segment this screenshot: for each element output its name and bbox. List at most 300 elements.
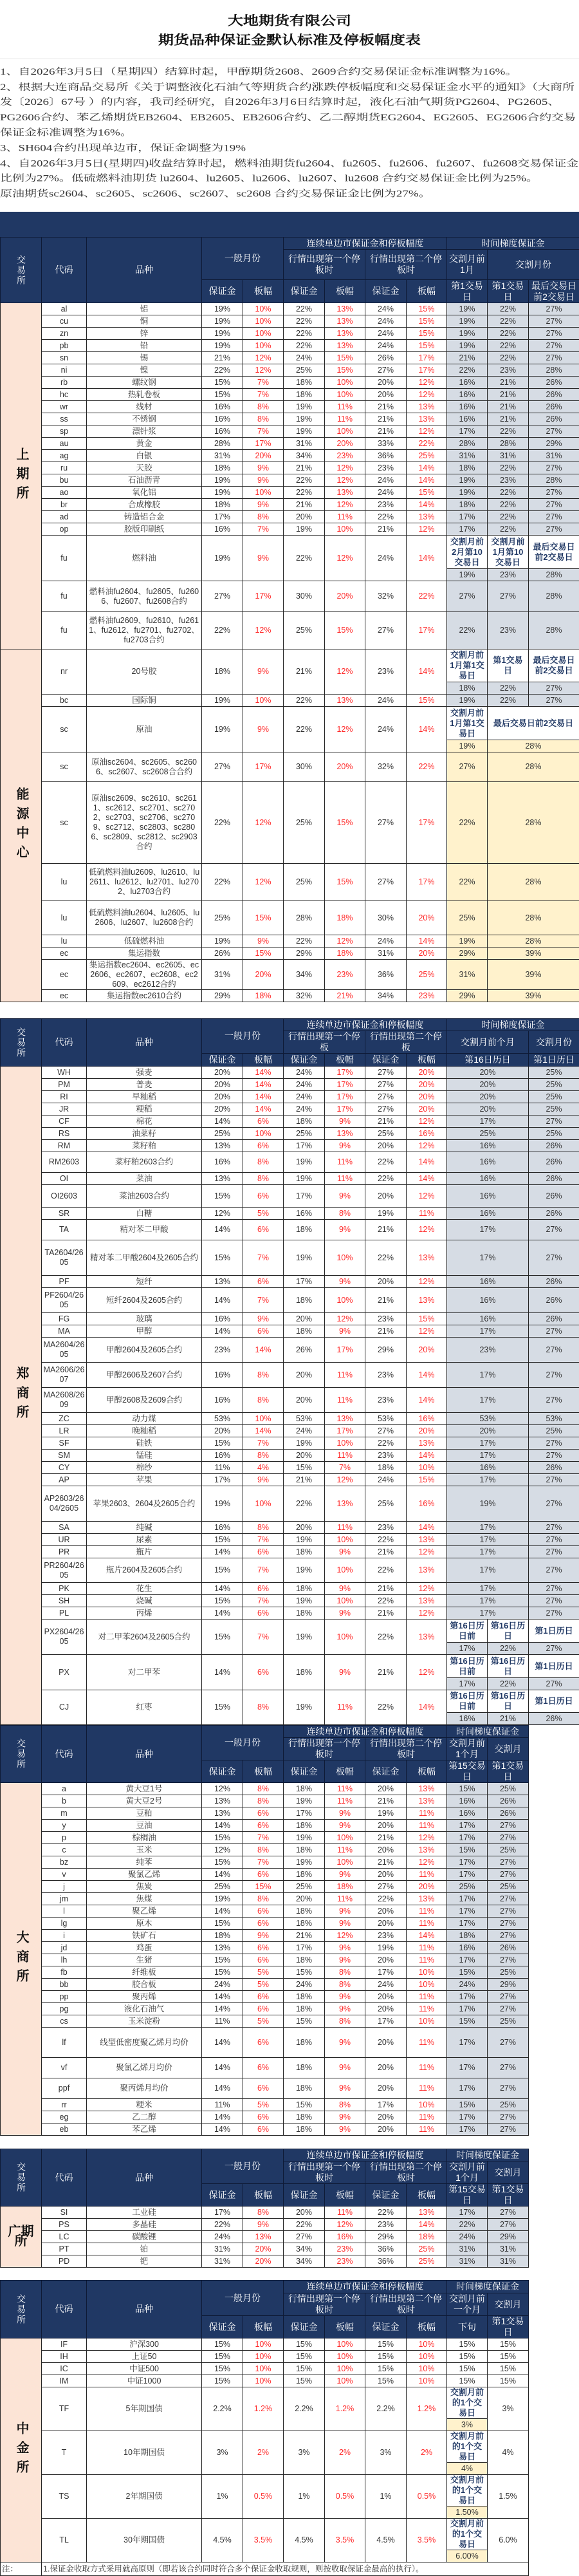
table-row <box>1 1220 579 1240</box>
product-name: 玻璃 <box>87 1313 202 1325</box>
first-limit-range: 23% <box>325 450 365 462</box>
first-limit-margin: 19% <box>284 1152 325 1173</box>
second-limit-margin: 23% <box>365 1313 407 1325</box>
general-margin: 17% <box>202 511 243 523</box>
product-code: OI <box>42 1173 87 1185</box>
first-limit-margin: 15% <box>284 1966 325 1979</box>
general-margin: 13% <box>202 1140 243 1152</box>
general-margin: 20% <box>202 1091 243 1103</box>
product-name: 中证1000 <box>87 2375 202 2387</box>
time-margin-value: 21% <box>447 352 488 364</box>
second-limit-margin: 21% <box>365 1607 407 1619</box>
general-limit: 10% <box>243 487 284 499</box>
table-row <box>1 1832 529 1844</box>
table-row <box>1 377 579 389</box>
second-limit-margin: 31% <box>365 947 407 960</box>
second-limit-margin: 15% <box>365 2338 407 2351</box>
second-limit-range: 14% <box>407 935 447 947</box>
second-limit-range: 13% <box>407 1595 447 1607</box>
first-limit-margin: 2.2% <box>284 2387 325 2431</box>
general-margin: 12% <box>202 1208 243 1220</box>
column-header: 第1日历日 <box>529 1054 579 1067</box>
general-limit: 6% <box>243 1546 284 1558</box>
second-limit-range: 20% <box>407 1079 447 1091</box>
table-row <box>1 1173 579 1185</box>
time-margin-value: 17% <box>447 2123 488 2136</box>
first-limit-range: 9% <box>325 1655 365 1690</box>
general-margin: 15% <box>202 1437 243 1450</box>
time-margin-value: 16% <box>447 1713 488 1725</box>
time-margin-value: 29% <box>447 990 488 1002</box>
product-code: LC <box>42 2231 87 2243</box>
time-margin-value: 17% <box>447 2028 488 2058</box>
second-limit-margin: 25% <box>365 1486 407 1522</box>
first-limit-margin: 34% <box>284 2255 325 2268</box>
table-row <box>1 1783 529 1795</box>
second-limit-range: 15% <box>407 1313 447 1325</box>
second-limit-range: 11% <box>407 2111 447 2123</box>
second-limit-range: 14% <box>407 1450 447 1462</box>
product-code: p <box>42 1832 87 1844</box>
product-code: PS <box>42 2219 87 2231</box>
time-margin-value: 19% <box>447 315 488 328</box>
product-code: SI <box>42 2207 87 2219</box>
table-row <box>1 1115 579 1128</box>
product-name: 棉花 <box>87 1115 202 1128</box>
product-name: 棉纱 <box>87 1462 202 1474</box>
time-margin-value: 19% <box>447 487 488 499</box>
product-name: 精对苯二甲酸2604及2605合约 <box>87 1240 202 1276</box>
time-margin-value: 16% <box>447 1173 529 1185</box>
exchange-label: 中金所 <box>16 2422 26 2479</box>
notice-2: 2、根据大连商品交易所《关于调整液化石油气等期货合约涨跌停板幅度和交易保证金水平的通知》（大商所发〔2026〕67号 ）的内容，我司经研究，自2026年3月6日结算时起，液化石油气期货PG2604、PG2605、PG2606合约、苯乙烯期货EB2604、EB2605、EB2606合约、乙二醇期货EG2604、EG2605、EG2606合约交易保证金标准调整为16%。 <box>0 80 579 141</box>
time-margin-value: 22% <box>488 462 529 474</box>
first-limit-margin: 22% <box>284 340 325 352</box>
first-limit-range: 11% <box>325 511 365 523</box>
table-row <box>1 1079 579 1091</box>
time-margin-value: 6.00% <box>447 2550 488 2562</box>
time-period-label: 交割月前1月第10交易日 <box>488 536 529 569</box>
first-limit-margin: 19% <box>284 523 325 536</box>
first-limit-range: 9% <box>325 2028 365 2058</box>
general-limit: 15% <box>243 1881 284 1893</box>
second-limit-range: 15% <box>407 315 447 328</box>
time-period-label: 交割月前1月第1交易日 <box>447 707 488 740</box>
product-code: FG <box>42 1313 87 1325</box>
general-limit: 6% <box>243 1942 284 1954</box>
general-margin: 19% <box>202 474 243 487</box>
product-name: 镍 <box>87 364 202 377</box>
table-row <box>1 1856 529 1869</box>
first-limit-range: 13% <box>325 1486 365 1522</box>
general-margin: 1% <box>202 2475 243 2519</box>
second-limit-range: 10% <box>407 2338 447 2351</box>
product-code: IC <box>42 2363 87 2375</box>
time-margin-value: 22% <box>488 340 529 352</box>
column-header: 最后交易日前2交易日 <box>529 280 579 303</box>
time-margin-value: 26% <box>529 1462 579 1474</box>
product-name: 合成橡胶 <box>87 499 202 511</box>
column-header: 交割月前1个月 <box>447 1738 488 1760</box>
time-margin-value: 25% <box>488 1844 529 1856</box>
table-row <box>1 1208 579 1220</box>
first-limit-range: 0.5% <box>325 2475 365 2519</box>
product-code: b <box>42 1795 87 1807</box>
second-limit-margin: 22% <box>365 1240 407 1276</box>
general-margin: 19% <box>202 536 243 581</box>
first-limit-range: 17% <box>325 1067 365 1079</box>
table-row <box>1 2219 529 2231</box>
product-name: 聚乙烯 <box>87 1905 202 1918</box>
general-limit: 8% <box>243 2207 284 2219</box>
first-limit-margin: 32% <box>284 990 325 1002</box>
column-header: 保证金 <box>202 2184 243 2207</box>
time-margin-value: 15% <box>447 1783 488 1795</box>
first-limit-range: 12% <box>325 707 365 752</box>
table-row <box>1 1450 579 1462</box>
second-limit-range: 2% <box>407 2431 447 2475</box>
time-margin-value: 28% <box>529 364 579 377</box>
time-margin-value: 19% <box>447 1486 529 1522</box>
product-name: 锌 <box>87 328 202 340</box>
first-limit-range: 12% <box>325 536 365 581</box>
second-limit-margin: 20% <box>365 1918 407 1930</box>
product-code: SH <box>42 1595 87 1607</box>
table-row <box>1 1607 579 1619</box>
general-margin: 14% <box>202 1583 243 1595</box>
product-name: 动力煤 <box>87 1413 202 1425</box>
product-code: CY <box>42 1462 87 1474</box>
table-row <box>1 1942 529 1954</box>
time-margin-value: 31% <box>488 2255 529 2268</box>
time-margin-value: 27% <box>488 2003 529 2015</box>
product-name: 石油沥青 <box>87 474 202 487</box>
time-margin-value: 53% <box>529 1413 579 1425</box>
product-code: lu <box>42 864 87 901</box>
general-limit: 6% <box>243 1954 284 1966</box>
second-limit-margin: 20% <box>365 377 407 389</box>
second-limit-margin: 21% <box>365 1115 407 1128</box>
table-row <box>1 1546 579 1558</box>
time-margin-value: 17% <box>447 1832 488 1844</box>
general-limit: 7% <box>243 389 284 401</box>
column-header: 一般月份 <box>202 1726 284 1760</box>
column-header-label: 交易所 <box>15 1027 26 1058</box>
first-limit-margin: 17% <box>284 1807 325 1820</box>
first-limit-range: 9% <box>325 1991 365 2003</box>
exchange-cell: 广期所 <box>1 2207 42 2268</box>
product-code: br <box>42 499 87 511</box>
general-margin: 16% <box>202 413 243 425</box>
second-limit-range: 11% <box>407 2078 447 2099</box>
time-margin-value: 26% <box>529 389 579 401</box>
product-code: PK <box>42 1583 87 1595</box>
product-name: 豆油 <box>87 1820 202 1832</box>
second-limit-margin: 27% <box>365 782 407 864</box>
time-margin-value: 25% <box>529 1067 579 1079</box>
exchange-label: 郑商所 <box>16 1367 26 1424</box>
time-margin-value: 27% <box>488 1905 529 1918</box>
time-margin-value: 27% <box>488 2058 529 2078</box>
table-row <box>1 864 579 901</box>
second-limit-range: 3.5% <box>407 2519 447 2562</box>
general-margin: 4.5% <box>202 2519 243 2562</box>
table-row <box>1 474 579 487</box>
product-name: 线型低密度聚乙烯月均价 <box>87 2028 202 2058</box>
time-margin-value: 15% <box>447 2375 488 2387</box>
second-limit-margin: 36% <box>365 960 407 990</box>
time-margin-value: 17% <box>447 1869 488 1881</box>
table-row <box>1 1363 579 1388</box>
time-margin-value: 27% <box>529 425 579 438</box>
second-limit-range: 20% <box>407 1067 447 1079</box>
general-margin: 14% <box>202 2003 243 2015</box>
column-header: 代码 <box>42 238 87 303</box>
first-limit-margin: 17% <box>284 1276 325 1288</box>
first-limit-range: 13% <box>325 487 365 499</box>
product-name: 线材 <box>87 401 202 413</box>
first-limit-range: 8% <box>325 1979 365 1991</box>
table-row <box>1 2028 529 2058</box>
time-margin-value: 31% <box>447 960 488 990</box>
column-header: 行情出现第二个停板时 <box>365 1738 447 1760</box>
time-margin-value: 22% <box>488 425 529 438</box>
first-limit-margin: 18% <box>284 377 325 389</box>
general-limit: 8% <box>243 1893 284 1905</box>
general-margin: 14% <box>202 1905 243 1918</box>
second-limit-range: 12% <box>407 425 447 438</box>
general-limit: 8% <box>243 1363 284 1388</box>
product-code: CF <box>42 1115 87 1128</box>
general-limit: 7% <box>243 1288 284 1313</box>
second-limit-margin: 17% <box>365 2015 407 2028</box>
first-limit-range: 10% <box>325 1288 365 1313</box>
product-name: 白糖 <box>87 1208 202 1220</box>
time-margin-value: 17% <box>447 1546 529 1558</box>
table-row <box>1 2099 529 2111</box>
column-header: 第1交易日 <box>488 1760 529 1783</box>
product-code: nr <box>42 649 87 695</box>
table-row <box>1 1558 579 1583</box>
time-margin-value: 20% <box>447 1091 529 1103</box>
time-margin-value: 16% <box>447 1152 529 1173</box>
first-limit-range: 7% <box>325 1462 365 1474</box>
general-margin: 24% <box>202 1979 243 1991</box>
table-row <box>1 1820 529 1832</box>
time-margin-value: 17% <box>447 2058 488 2078</box>
product-name: 瓶片2604及2605合约 <box>87 1558 202 1583</box>
product-code: ppf <box>42 2078 87 2099</box>
time-margin-value: 29% <box>488 1979 529 1991</box>
first-limit-margin: 18% <box>284 1905 325 1918</box>
second-limit-range: 11% <box>407 1991 447 2003</box>
column-header: 保证金 <box>365 2184 407 2207</box>
time-margin-value: 17% <box>447 1115 529 1128</box>
product-name: 工业硅 <box>87 2207 202 2219</box>
announcements <box>0 59 579 212</box>
second-limit-range: 10% <box>407 2099 447 2111</box>
general-margin: 13% <box>202 1173 243 1185</box>
general-margin: 14% <box>202 1546 243 1558</box>
margin-table-4 <box>0 2280 529 2576</box>
table-row <box>1 303 579 315</box>
first-limit-range: 9% <box>325 1918 365 1930</box>
time-margin-value: 16% <box>447 401 488 413</box>
general-margin: 11% <box>202 2015 243 2028</box>
second-limit-margin: 20% <box>365 2123 407 2136</box>
first-limit-range: 3.5% <box>325 2519 365 2562</box>
general-limit: 10% <box>243 2363 284 2375</box>
first-limit-margin: 25% <box>284 612 325 649</box>
first-limit-range: 15% <box>325 364 365 377</box>
first-limit-margin: 19% <box>284 1595 325 1607</box>
general-margin: 15% <box>202 1185 243 1208</box>
column-header-label: 交易所 <box>15 1739 26 1769</box>
general-limit: 6% <box>243 1655 284 1690</box>
second-limit-margin: 15% <box>365 2363 407 2375</box>
first-limit-margin: 18% <box>284 2058 325 2078</box>
first-limit-margin: 30% <box>284 752 325 782</box>
general-margin: 25% <box>202 1128 243 1140</box>
time-margin-value: 31% <box>488 2243 529 2255</box>
column-header: 板幅 <box>243 280 284 303</box>
first-limit-range: 8% <box>325 1208 365 1220</box>
first-limit-range: 12% <box>325 474 365 487</box>
second-limit-range: 15% <box>407 487 447 499</box>
second-limit-range: 13% <box>407 1288 447 1313</box>
general-margin: 22% <box>202 864 243 901</box>
second-limit-range: 20% <box>407 1091 447 1103</box>
time-margin-value: 31% <box>529 450 579 462</box>
second-limit-margin: 20% <box>365 2028 407 2058</box>
product-code: PR2604/2605 <box>42 1558 87 1583</box>
second-limit-range: 20% <box>407 901 447 935</box>
exchange-cell <box>1 2338 42 2562</box>
margin-table-2 <box>0 1725 529 2136</box>
first-limit-margin: 22% <box>284 328 325 340</box>
time-margin-value: 15% <box>488 2351 529 2363</box>
column-header: 连续单边市保证金和停板幅度 <box>284 2149 447 2161</box>
second-limit-range: 14% <box>407 1173 447 1185</box>
first-limit-range: 9% <box>325 1325 365 1338</box>
table-row <box>1 1522 579 1534</box>
table-row <box>1 581 579 612</box>
time-margin-value: 27% <box>529 1363 579 1388</box>
general-limit: 10% <box>243 2351 284 2363</box>
general-margin: 53% <box>202 1413 243 1425</box>
product-name: 国际铜 <box>87 695 202 707</box>
first-limit-range: 11% <box>325 1152 365 1173</box>
column-header <box>1 1726 42 1783</box>
second-limit-range: 17% <box>407 782 447 864</box>
general-limit: 6% <box>243 1220 284 1240</box>
general-limit: 6% <box>243 2003 284 2015</box>
time-margin-value: 18% <box>447 499 488 511</box>
product-code: lu <box>42 901 87 935</box>
product-name: 铁矿石 <box>87 1930 202 1942</box>
general-limit: 7% <box>243 1240 284 1276</box>
second-limit-range: 10% <box>407 1966 447 1979</box>
time-margin-value: 27% <box>488 1954 529 1966</box>
second-limit-margin: 17% <box>365 2099 407 2111</box>
second-limit-range: 17% <box>407 612 447 649</box>
table-row <box>1 401 579 413</box>
general-limit: 8% <box>243 413 284 425</box>
time-margin-value: 27% <box>529 1558 579 1583</box>
general-margin: 13% <box>202 1942 243 1954</box>
product-name: 对二甲苯2604及2605合约 <box>87 1619 202 1655</box>
second-limit-range: 15% <box>407 340 447 352</box>
product-name: 多晶硅 <box>87 2219 202 2231</box>
column-header: 板幅 <box>407 1760 447 1783</box>
column-header: 连续单边市保证金和停板幅度 <box>284 2281 447 2293</box>
time-margin-value: 31% <box>447 450 488 462</box>
column-header: 保证金 <box>284 1054 325 1067</box>
table-body <box>1 2338 529 2576</box>
second-limit-range: 10% <box>407 1462 447 1474</box>
time-margin-value: 25% <box>488 1966 529 1979</box>
time-margin-value: 27% <box>488 1918 529 1930</box>
first-limit-range: 12% <box>325 649 365 695</box>
table-row <box>1 536 579 569</box>
time-period-label: 第1日历日 <box>529 1619 579 1643</box>
product-code: RM <box>42 1140 87 1152</box>
time-margin-value: 28% <box>488 752 579 782</box>
product-code: jm <box>42 1893 87 1905</box>
general-margin: 19% <box>202 707 243 752</box>
page-title: 期货品种保证金默认标准及停板幅度表 <box>0 33 579 48</box>
table-row <box>1 2519 529 2550</box>
general-margin: 13% <box>202 1795 243 1807</box>
general-limit: 7% <box>243 1534 284 1546</box>
second-limit-range: 17% <box>407 864 447 901</box>
time-margin-value: 24% <box>447 1979 488 1991</box>
column-header: 连续单边市保证金和停板幅度 <box>284 1726 447 1738</box>
time-margin-value: 17% <box>447 511 488 523</box>
table-row <box>1 2207 529 2219</box>
second-limit-range: 23% <box>407 990 447 1002</box>
second-limit-margin: 24% <box>365 707 407 752</box>
general-margin: 14% <box>202 1869 243 1881</box>
time-margin-value: 26% <box>488 1795 529 1807</box>
first-limit-margin: 34% <box>284 450 325 462</box>
time-period-label: 最后交易日前2交易日 <box>529 536 579 569</box>
column-header: 第1交易日 <box>447 280 488 303</box>
product-name: 不锈钢 <box>87 413 202 425</box>
general-limit: 9% <box>243 1474 284 1486</box>
second-limit-range: 15% <box>407 303 447 315</box>
column-header: 板幅 <box>325 1054 365 1067</box>
time-margin-value: 27% <box>447 581 488 612</box>
time-margin-value: 20% <box>447 1067 529 1079</box>
product-code: SF <box>42 1437 87 1450</box>
second-limit-margin: 27% <box>365 864 407 901</box>
general-margin: 25% <box>202 901 243 935</box>
product-name: 菜籽粕 <box>87 1140 202 1152</box>
table-row <box>1 523 579 536</box>
column-header: 一般月份 <box>202 2149 284 2184</box>
first-limit-margin: 19% <box>284 1856 325 1869</box>
time-margin-value: 15% <box>447 2099 488 2111</box>
product-code: ec <box>42 990 87 1002</box>
column-header: 交割月前1月 <box>447 250 488 280</box>
product-name: 硅铁 <box>87 1437 202 1450</box>
column-header: 代码 <box>42 2281 87 2338</box>
product-code: pg <box>42 2003 87 2015</box>
product-code: lf <box>42 2028 87 2058</box>
table-row <box>1 1128 579 1140</box>
table-row <box>1 1425 579 1437</box>
